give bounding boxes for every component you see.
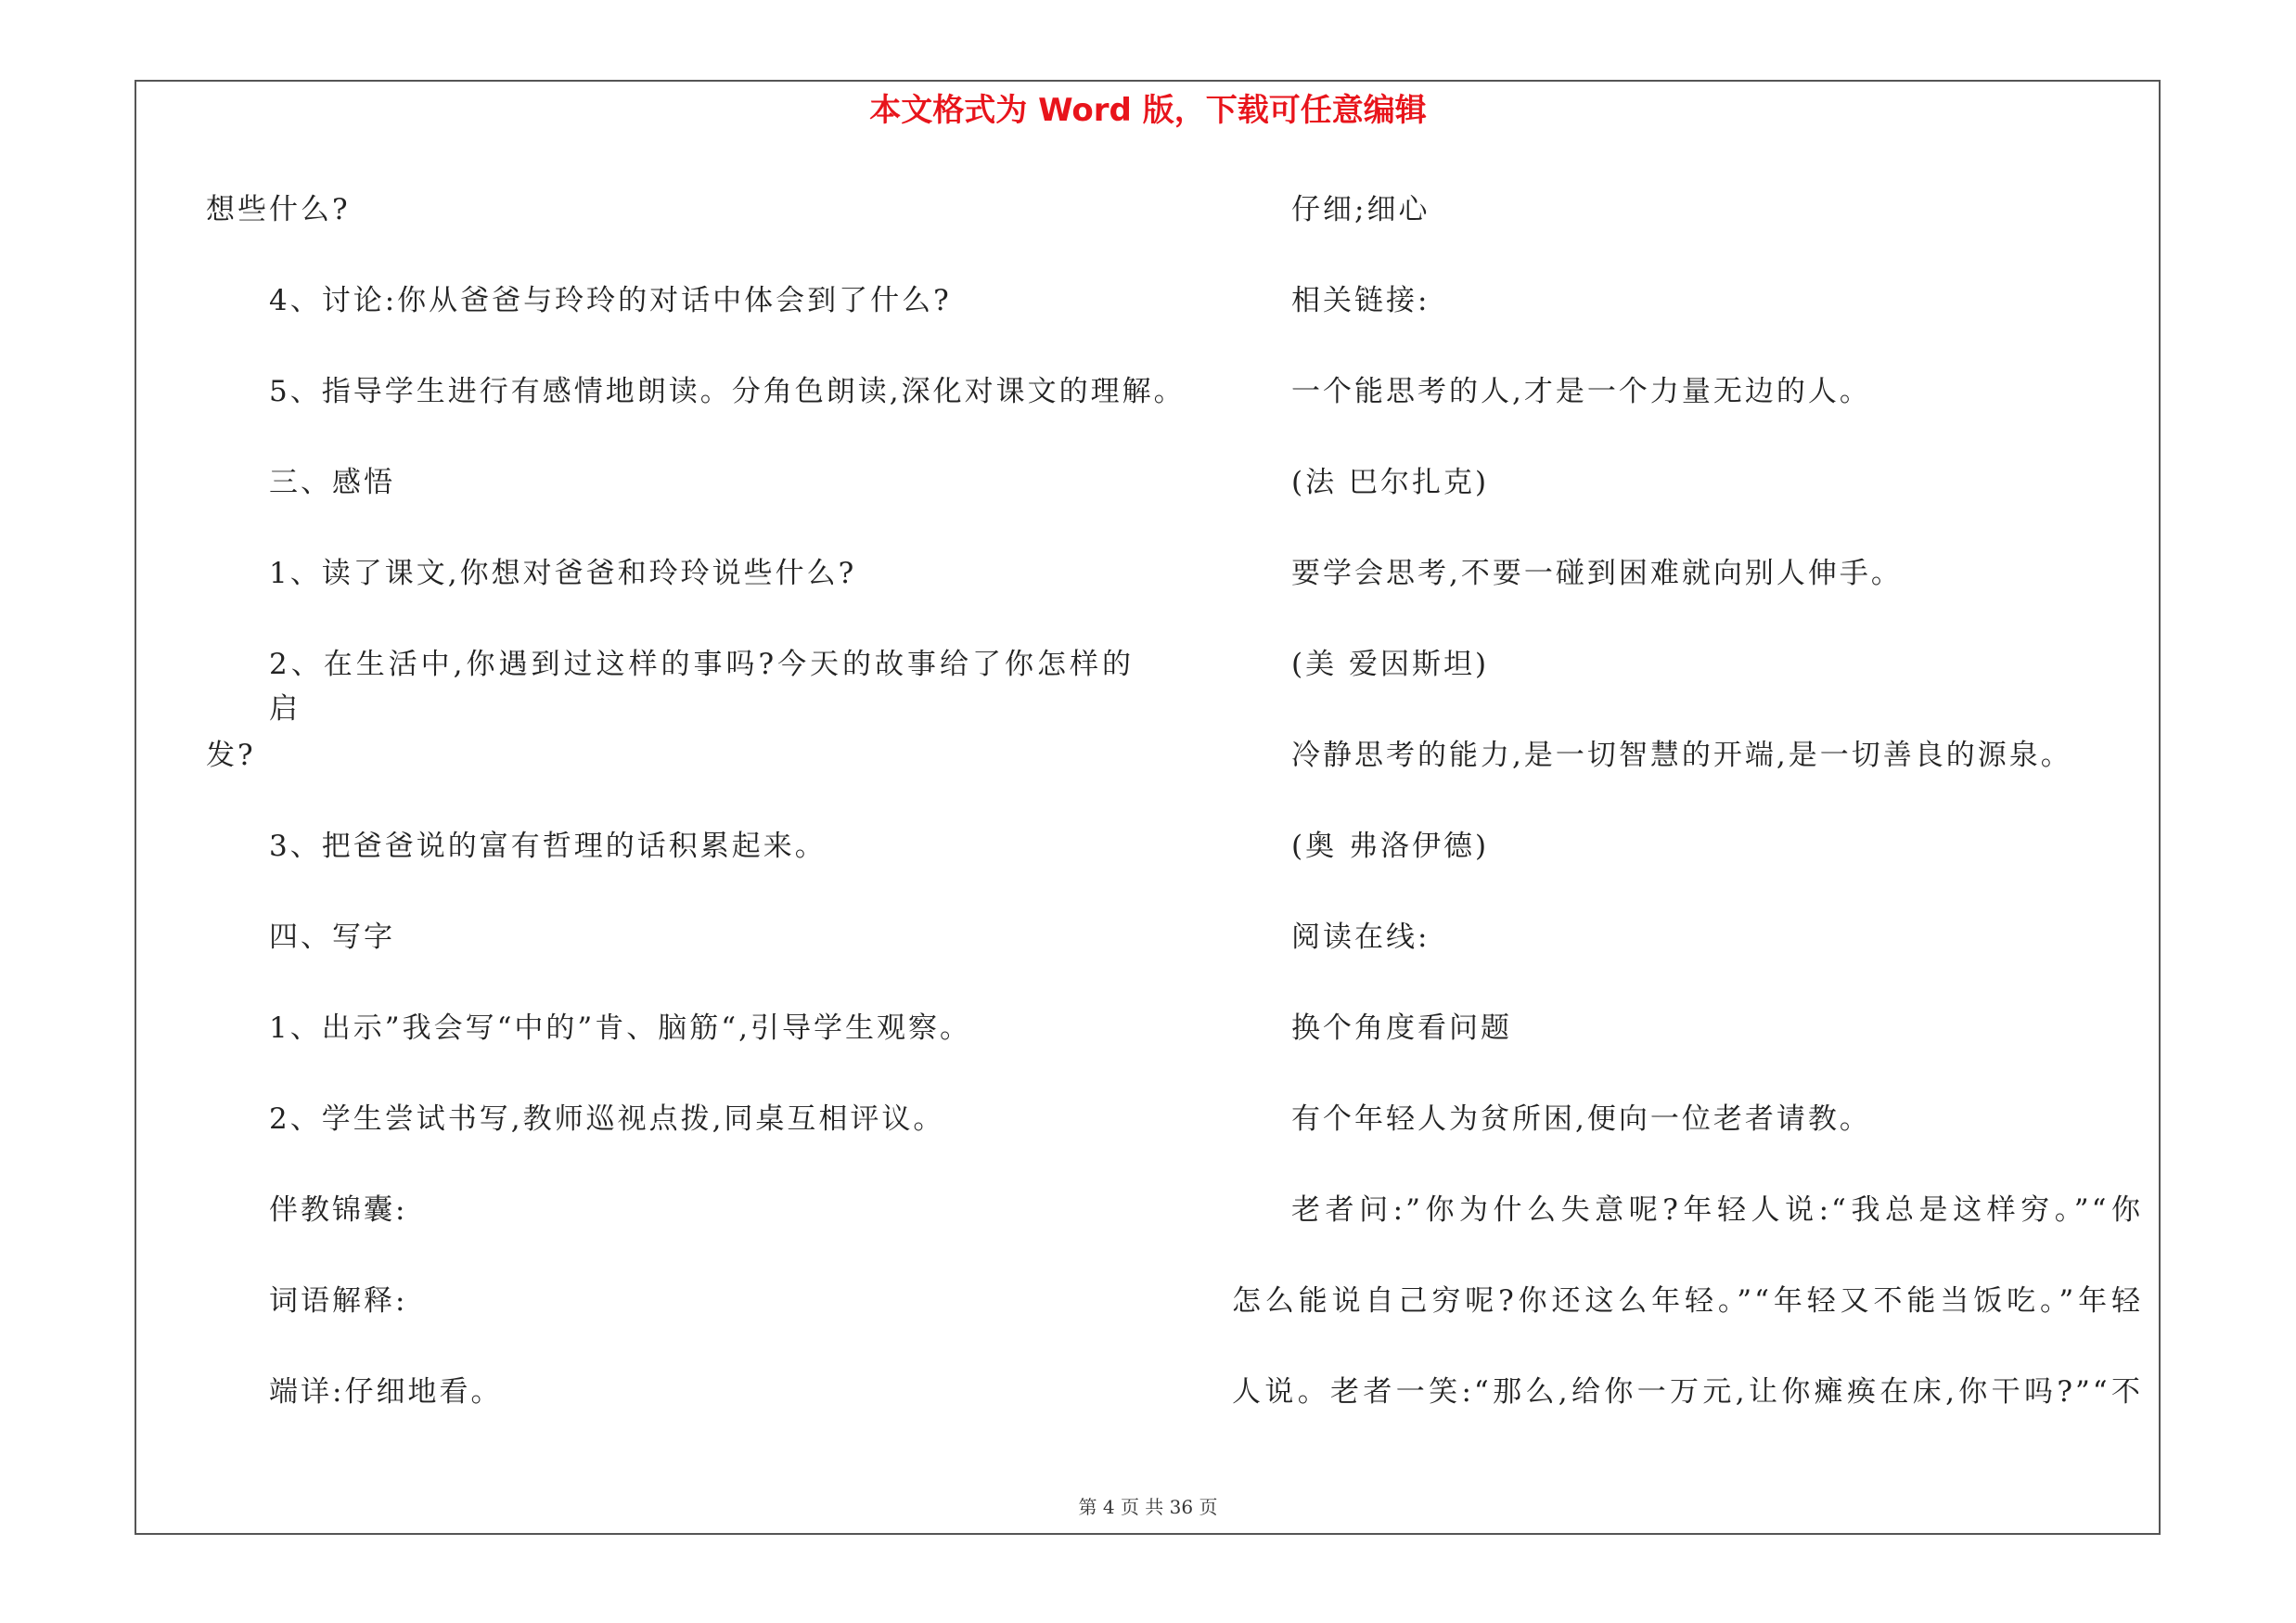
left-line-7: 发?	[206, 739, 256, 772]
left-line-5: 1、读了课文,你想对爸爸和玲玲说些什么?	[269, 557, 857, 590]
right-line-3: 一个能思考的人,才是一个力量无边的人。	[1291, 375, 1871, 408]
left-line-9: 四、写字	[269, 921, 395, 954]
left-line-2: 4、讨论:你从爸爸与玲玲的对话中体会到了什么?	[269, 284, 952, 317]
left-line-4: 三、感悟	[269, 466, 395, 499]
left-line-6: 2、在生活中,你遇到过这样的事吗?今天的故事给了你怎样的启	[269, 648, 1134, 726]
left-line-14: 端详:仔细地看。	[269, 1375, 503, 1409]
right-line-4: (法 巴尔扎克)	[1291, 466, 1490, 499]
right-line-6: (美 爱因斯坦)	[1291, 648, 1490, 681]
left-line-1: 想些什么?	[206, 193, 351, 226]
left-line-8: 3、把爸爸说的富有哲理的话积累起来。	[269, 830, 827, 863]
left-line-11: 2、学生尝试书写,教师巡视点拨,同桌互相评议。	[269, 1102, 945, 1136]
left-line-3: 5、指导学生进行有感情地朗读。分角色朗读,深化对课文的理解。	[269, 375, 1186, 408]
left-line-12: 伴教锦囊:	[269, 1193, 408, 1227]
right-line-1: 仔细;细心	[1291, 193, 1430, 226]
right-line-9: 阅读在线:	[1291, 921, 1430, 954]
right-line-5: 要学会思考,不要一碰到困难就向别人伸手。	[1291, 557, 1903, 590]
page-footer-page-number: 第 4 页 共 36 页	[1078, 1496, 1218, 1518]
right-line-11: 有个年轻人为贫所困,便向一位老者请教。	[1291, 1102, 1871, 1136]
left-line-10: 1、出示”我会写“中的”肯、脑筋“,引导学生观察。	[269, 1011, 971, 1045]
right-line-13: 怎么能说自己穷呢?你还这么年轻。”“年轻又不能当饭吃。”年轻	[1232, 1284, 2143, 1318]
right-line-8: (奥 弗洛伊德)	[1291, 830, 1490, 863]
right-line-7: 冷静思考的能力,是一切智慧的开端,是一切善良的源泉。	[1291, 739, 2072, 772]
page-header-title: 本文格式为 Word 版，下载可任意编辑	[869, 92, 1427, 129]
right-line-14: 人说。老者一笑:“那么,给你一万元,让你瘫痪在床,你干吗?”“不	[1232, 1375, 2143, 1409]
right-line-10: 换个角度看问题	[1291, 1011, 1512, 1045]
right-line-12: 老者问:”你为什么失意呢?年轻人说:“我总是这样穷。”“你	[1291, 1193, 2143, 1227]
right-line-2: 相关链接:	[1291, 284, 1430, 317]
left-line-13: 词语解释:	[269, 1284, 408, 1318]
